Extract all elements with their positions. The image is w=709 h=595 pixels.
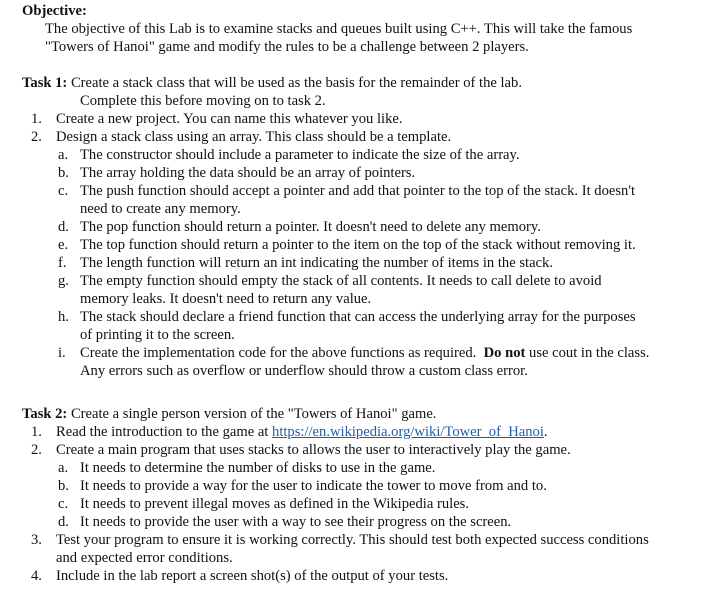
task2-sub-c-letter: c. xyxy=(58,496,69,512)
task1-sub-f-line-1: The length function will return an int indicating the number of items in the stack. xyxy=(80,255,553,271)
objective-line-1: The objective of this Lab is to examine stacks and queues built using C++. This will take the famous xyxy=(45,21,633,37)
task2-sub-a-letter: a. xyxy=(58,460,69,476)
task2-item-4-number: 4. xyxy=(31,568,42,584)
task2-item-1-number: 1. xyxy=(31,424,42,440)
task2-intro: Create a single person version of the "Towers of Hanoi" game. xyxy=(70,406,437,422)
task1-sub-h-letter: h. xyxy=(58,309,69,325)
task2-sub-c-text: It needs to prevent illegal moves as defined in the Wikipedia rules. xyxy=(80,496,470,512)
task1-intro-1: Create a stack class that will be used as the basis for the remainder of the lab. xyxy=(70,75,522,91)
task1-sub-b-letter: b. xyxy=(58,165,69,181)
task2-label: Task 2: xyxy=(22,406,68,422)
task1-sub-i-letter: i. xyxy=(58,345,66,361)
task2-item-2-number: 2. xyxy=(31,442,42,458)
task1-sub-b-line-1: The array holding the data should be an array of pointers. xyxy=(80,165,416,181)
task1-item-2-number: 2. xyxy=(31,129,42,145)
task1-sub-g-line-2: memory leaks. It doesn't need to return any value. xyxy=(80,291,372,307)
task2-sub-d-text: It needs to provide the user with a way to see their progress on the screen. xyxy=(80,514,512,530)
task1-sub-i-line-2: Any errors such as overflow or underflow should throw a custom class error. xyxy=(80,363,528,379)
task1-sub-g-letter: g. xyxy=(58,273,69,289)
task1-item-1-text: Create a new project. You can name this whatever you like. xyxy=(56,111,403,127)
task1-sub-i-text-b: use cout in the class. xyxy=(525,345,650,361)
task1-label: Task 1: xyxy=(22,75,68,91)
task1-sub-f-letter: f. xyxy=(58,255,67,271)
task2-sub-b-letter: b. xyxy=(58,478,69,494)
task1-sub-e-letter: e. xyxy=(58,237,69,253)
task1-sub-c-line-2: need to create any memory. xyxy=(80,201,241,217)
task1-item-2-text: Design a stack class using an array. This class should be a template. xyxy=(56,129,452,145)
task1-sub-h-line-1: The stack should declare a friend function that can access the underlying array for the purposes xyxy=(80,309,636,325)
task2-item-1-text xyxy=(56,423,548,441)
task1-sub-d-line-1: The pop function should return a pointer. It doesn't need to delete any memory. xyxy=(80,219,541,235)
task2-heading xyxy=(22,405,436,423)
wikipedia-link[interactable]: https://en.wikipedia.org/wiki/Tower_of_Hanoi xyxy=(272,424,544,440)
task1-sub-i-bold: Do not xyxy=(483,345,526,361)
task2-item-4-text: Include in the lab report a screen shot(s) of the output of your tests. xyxy=(56,568,449,584)
task2-item-3-number: 3. xyxy=(31,532,42,548)
task1-sub-i-line-1 xyxy=(80,344,649,362)
task1-heading xyxy=(22,74,522,92)
task1-sub-c-line-1: The push function should accept a pointer and add that pointer to the top of the stack. It doesn't xyxy=(80,183,636,199)
task2-sub-a-text: It needs to determine the number of disks to use in the game. xyxy=(80,460,436,476)
task2-item-3-line-1: Test your program to ensure it is working correctly. This should test both expected success conditions xyxy=(56,532,649,548)
task2-item-3-line-2: and expected error conditions. xyxy=(56,550,233,566)
task1-sub-a-letter: a. xyxy=(58,147,69,163)
task2-item-1-trail: . xyxy=(543,424,548,440)
task1-sub-e-line-1: The top function should return a pointer to the item on the top of the stack without removing it. xyxy=(80,237,636,253)
objective-line-2: "Towers of Hanoi" game and modify the rules to be a challenge between 2 players. xyxy=(45,39,529,55)
task1-sub-d-letter: d. xyxy=(58,219,69,235)
objective-heading: Objective: xyxy=(22,3,87,19)
task2-item-2-text: Create a main program that uses stacks to allows the user to interactively play the game. xyxy=(56,442,571,458)
task1-item-1-number: 1. xyxy=(31,111,42,127)
task1-sub-h-line-2: of printing it to the screen. xyxy=(80,327,235,343)
task2-item-1-lead: Read the introduction to the game at xyxy=(56,424,273,440)
task2-sub-d-letter: d. xyxy=(58,514,69,530)
task1-sub-g-line-1: The empty function should empty the stack of all contents. It needs to call delete to avoid xyxy=(80,273,602,289)
task1-intro-2: Complete this before moving on to task 2. xyxy=(80,93,326,109)
task2-sub-b-text: It needs to provide a way for the user to indicate the tower to move from and to. xyxy=(80,478,547,494)
task1-sub-i-text-a: Create the implementation code for the above functions as required. xyxy=(80,345,484,361)
task1-sub-c-letter: c. xyxy=(58,183,69,199)
task1-sub-a-line-1: The constructor should include a parameter to indicate the size of the array. xyxy=(80,147,520,163)
